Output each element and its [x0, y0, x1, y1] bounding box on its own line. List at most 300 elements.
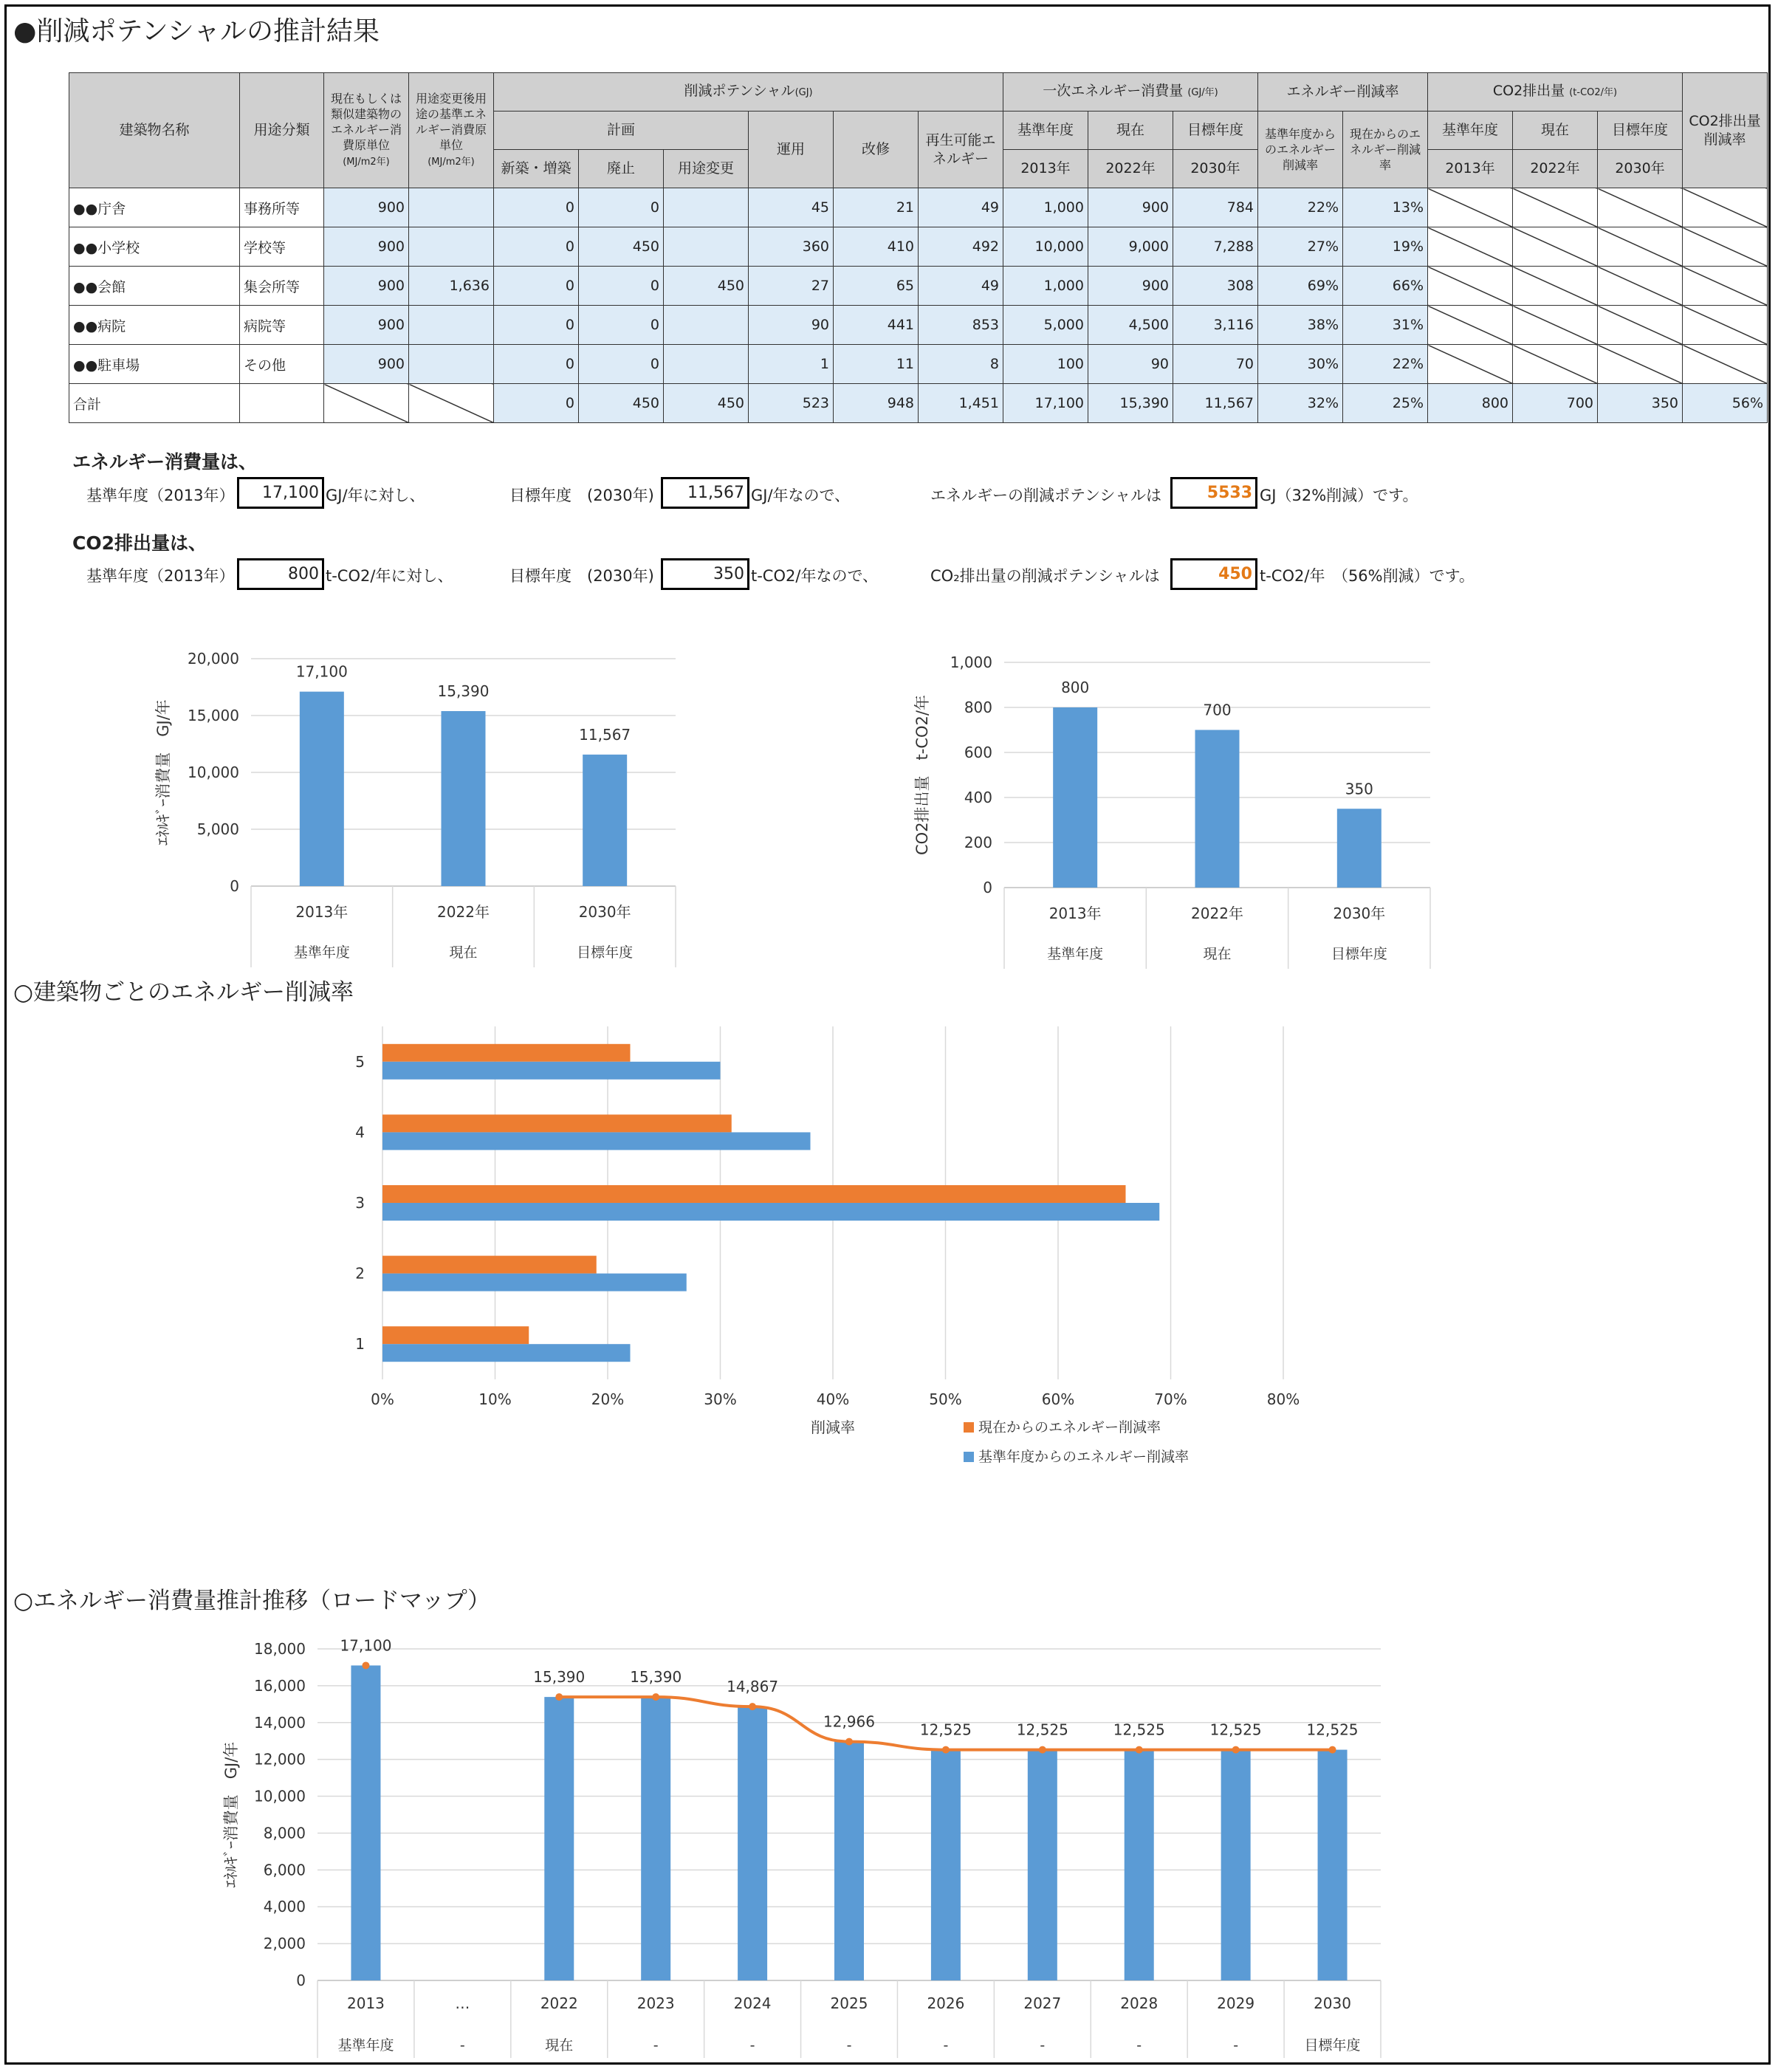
bar-base [382, 1274, 687, 1291]
y-tick-label: 4 [355, 1123, 365, 1142]
total-unit [324, 384, 409, 423]
cell-e2030: 70 [1173, 345, 1258, 384]
y-tick-label: 20,000 [188, 650, 239, 668]
bar [1195, 730, 1240, 888]
co2-base-label: 基準年度（2013年） [86, 567, 235, 585]
cell-co2-empty [1513, 345, 1598, 384]
total-new: 0 [494, 384, 579, 423]
bar [1028, 1750, 1057, 1980]
header-now: 現在 [1088, 112, 1173, 150]
cell-co2-empty [1683, 227, 1768, 267]
cell-e2030: 784 [1173, 188, 1258, 227]
data-label: 11,567 [579, 725, 631, 744]
total-e2022: 15,390 [1088, 384, 1173, 423]
data-label: 17,100 [295, 662, 348, 681]
co2-potential-label: CO₂排出量の削減ポテンシャルは [930, 567, 1160, 585]
cell-co2-empty [1513, 188, 1598, 227]
data-label: 12,525 [1306, 1721, 1359, 1739]
y-tick-label: 15,000 [188, 707, 239, 724]
cell-renewable: 8 [919, 345, 1003, 384]
cell-name: ●●病院 [69, 306, 240, 345]
x-sub-label: 基準年度 [1047, 946, 1104, 962]
bar [1318, 1750, 1348, 1980]
cell-co2-empty [1598, 188, 1683, 227]
cell-change [664, 306, 749, 345]
data-label: 14,867 [727, 1678, 779, 1696]
bar [1221, 1750, 1251, 1980]
cell-unit: 900 [324, 306, 409, 345]
co2-target-label: 目標年度 (2030年) [509, 567, 654, 585]
cell-co2-empty [1683, 345, 1768, 384]
bar [544, 1697, 574, 1980]
cell-operation: 45 [749, 188, 834, 227]
x-sub-label: 目標年度 [1331, 946, 1387, 962]
table-row [69, 227, 1768, 267]
y-tick-label: 0 [230, 877, 239, 895]
x-tick-label: 2022年 [437, 903, 490, 921]
co2-target-box: 350 [661, 558, 749, 590]
cell-use: 学校等 [240, 227, 324, 267]
header-rate-now: 現在からのエネルギー削減率 [1343, 112, 1428, 188]
cell-operation: 360 [749, 227, 834, 267]
x-sub-label: - [1233, 2037, 1239, 2054]
total-abolish: 450 [579, 384, 664, 423]
y-tick-label: 5 [355, 1052, 365, 1071]
data-label: 700 [1203, 701, 1232, 719]
y-tick-label: 2 [355, 1264, 365, 1283]
total-renovation: 948 [834, 384, 919, 423]
cell-unit2 [409, 188, 494, 227]
cell-co2-empty [1598, 227, 1683, 267]
header-rate-base: 基準年度からのエネルギー削減率 [1258, 112, 1343, 188]
cell-name: ●●庁舎 [69, 188, 240, 227]
x-tick-label: 2013年 [1048, 905, 1102, 922]
energy-bar-chart [140, 642, 701, 975]
header-plan: 計画 [494, 112, 749, 150]
cell-change [664, 345, 749, 384]
cell-new: 0 [494, 306, 579, 345]
table-row [69, 267, 1768, 306]
cell-rate-base: 22% [1258, 188, 1343, 227]
cell-co2-empty [1683, 306, 1768, 345]
bar-base [382, 1132, 811, 1150]
x-tick-label: 2013 [347, 1994, 385, 2012]
cell-abolish: 0 [579, 188, 664, 227]
bar-base [382, 1062, 721, 1080]
cell-rate-now: 31% [1343, 306, 1428, 345]
table-row [69, 306, 1768, 345]
cell-e2030: 3,116 [1173, 306, 1258, 345]
cell-rate-base: 38% [1258, 306, 1343, 345]
cell-operation: 90 [749, 306, 834, 345]
x-tick-label: 60% [1041, 1390, 1075, 1408]
potential-table [69, 72, 1768, 423]
cell-unit: 900 [324, 267, 409, 306]
page-title: ●削減ポテンシャルの推計結果 [13, 16, 380, 47]
y-axis-title: ｴﾈﾙｷﾞｰ消費量 GJ/年 [154, 699, 172, 845]
x-tick-label: 30% [704, 1390, 737, 1408]
cell-rate-base: 27% [1258, 227, 1343, 267]
bar [641, 1697, 670, 1980]
header-use: 用途分類 [240, 73, 324, 188]
line-marker [1232, 1746, 1240, 1754]
x-tick-label: 2022年 [1191, 905, 1243, 922]
bar [1337, 809, 1381, 888]
cell-renovation: 441 [834, 306, 919, 345]
total-unit2 [409, 384, 494, 423]
header-co2: CO2排出量 (t-CO2/年) [1428, 73, 1683, 112]
x-sub-label: - [1136, 2037, 1142, 2054]
cell-renovation: 65 [834, 267, 919, 306]
line-marker [942, 1746, 950, 1754]
bar [834, 1742, 864, 1980]
header-target: 目標年度 [1173, 112, 1258, 150]
x-sub-label: - [749, 2037, 755, 2054]
header-potential: 削減ポテンシャル(GJ) [494, 73, 1003, 112]
cell-name: ●●駐車場 [69, 345, 240, 384]
total-operation: 523 [749, 384, 834, 423]
y-axis-title: ｴﾈﾙｷﾞｰ消費量 GJ/年 [222, 1741, 240, 1888]
y-tick-label: 5,000 [196, 820, 239, 838]
total-use [240, 384, 324, 423]
total-rate-now: 25% [1343, 384, 1428, 423]
co2-summary-heading: CO2排出量は、 [72, 532, 207, 554]
cell-e2013: 100 [1003, 345, 1088, 384]
total-c2030: 350 [1598, 384, 1683, 423]
co2-potential-box: 450 [1170, 558, 1257, 590]
bar-base [382, 1344, 631, 1362]
cell-renovation: 11 [834, 345, 919, 384]
co2-potential-suffix: t-CO2/年 （56%削減）です。 [1260, 567, 1475, 585]
y-tick-label: 800 [964, 699, 992, 716]
cell-co2-empty [1513, 267, 1598, 306]
cell-rate-now: 22% [1343, 345, 1428, 384]
line-marker [652, 1693, 659, 1701]
cell-e2022: 90 [1088, 345, 1173, 384]
data-label: 12,525 [1113, 1721, 1165, 1739]
cell-co2-empty [1428, 227, 1513, 267]
energy-base-label: 基準年度（2013年） [86, 487, 235, 504]
cell-renewable: 49 [919, 188, 1003, 227]
cell-e2013: 1,000 [1003, 267, 1088, 306]
x-tick-label: 2022 [540, 1994, 578, 2012]
table-row [69, 345, 1768, 384]
data-label: 800 [1061, 679, 1090, 696]
x-tick-label: 2030年 [1333, 905, 1386, 922]
cell-e2022: 900 [1088, 267, 1173, 306]
bar-now [382, 1114, 732, 1132]
cell-new: 0 [494, 345, 579, 384]
data-label: 15,390 [437, 682, 490, 700]
bar [931, 1750, 961, 1980]
cell-new: 0 [494, 267, 579, 306]
header-co2-target: 目標年度 [1598, 112, 1683, 150]
header-primary: 一次エネルギー消費量 (GJ/年) [1003, 73, 1258, 112]
line-marker [1039, 1746, 1046, 1754]
cell-change [664, 188, 749, 227]
y-tick-label: 2,000 [263, 1935, 306, 1953]
cell-e2030: 7,288 [1173, 227, 1258, 267]
total-rate-base: 32% [1258, 384, 1343, 423]
x-tick-label: 50% [929, 1390, 962, 1408]
cell-operation: 1 [749, 345, 834, 384]
x-sub-label: 現在 [449, 944, 478, 961]
x-tick-label: 2023 [636, 1994, 675, 2012]
cell-co2-empty [1598, 306, 1683, 345]
y-tick-label: 14,000 [254, 1713, 306, 1732]
energy-base-suffix: GJ/年に対し、 [326, 487, 425, 504]
cell-name: ●●会館 [69, 267, 240, 306]
cell-renovation: 21 [834, 188, 919, 227]
bar [1125, 1750, 1154, 1980]
bar-base [382, 1203, 1159, 1221]
x-tick-label: 2027 [1023, 1994, 1062, 2012]
header-co2-y2013: 2013年 [1428, 150, 1513, 188]
cell-co2-empty [1513, 306, 1598, 345]
legend-label: 現在からのエネルギー削減率 [978, 1419, 1161, 1435]
cell-co2-empty [1513, 227, 1598, 267]
cell-co2-empty [1598, 345, 1683, 384]
x-sub-label: 基準年度 [337, 2037, 394, 2054]
y-tick-label: 400 [964, 789, 992, 806]
energy-target-box: 11,567 [661, 477, 749, 509]
x-tick-label: 2030 [1314, 1994, 1351, 2012]
total-c2013: 800 [1428, 384, 1513, 423]
co2-base-box: 800 [237, 558, 324, 590]
bar [738, 1706, 767, 1980]
data-label: 12,525 [919, 1721, 972, 1739]
bar-now [382, 1326, 529, 1344]
data-label: 12,966 [823, 1712, 875, 1731]
legend-label: 基準年度からのエネルギー削減率 [978, 1449, 1190, 1465]
x-tick-label: 2025 [830, 1994, 868, 2012]
y-tick-label: 4,000 [263, 1898, 306, 1916]
bar [583, 755, 627, 886]
cell-e2013: 1,000 [1003, 188, 1088, 227]
co2-bar-chart [908, 642, 1455, 975]
y-tick-label: 200 [964, 834, 992, 851]
cell-new: 0 [494, 188, 579, 227]
x-sub-label: 目標年度 [577, 944, 634, 961]
data-label: 12,525 [1209, 1721, 1262, 1739]
total-c2022: 700 [1513, 384, 1598, 423]
header-change: 用途変更 [664, 150, 749, 188]
energy-target-suffix: GJ/年なので、 [751, 487, 851, 504]
header-renovation: 改修 [834, 112, 919, 188]
cell-co2-empty [1428, 345, 1513, 384]
data-label: 15,390 [533, 1668, 586, 1687]
x-sub-label: - [943, 2037, 949, 2054]
cell-change: 450 [664, 267, 749, 306]
y-tick-label: 8,000 [263, 1824, 306, 1842]
legend-swatch [964, 1452, 974, 1462]
cell-unit2 [409, 306, 494, 345]
cell-renovation: 410 [834, 227, 919, 267]
y-tick-label: 3 [355, 1194, 365, 1212]
header-y2013: 2013年 [1003, 150, 1088, 188]
total-row [69, 384, 1768, 423]
cell-unit2 [409, 227, 494, 267]
header-co2-y2022: 2022年 [1513, 150, 1598, 188]
bar [300, 692, 344, 886]
cell-name: ●●小学校 [69, 227, 240, 267]
cell-use: 集会所等 [240, 267, 324, 306]
x-tick-label: … [455, 1994, 470, 2012]
y-tick-label: 0 [296, 1972, 306, 1989]
cell-co2-empty [1598, 267, 1683, 306]
x-axis-title: 削減率 [811, 1419, 855, 1436]
cell-e2013: 5,000 [1003, 306, 1088, 345]
x-tick-label: 10% [478, 1390, 512, 1408]
line-marker [362, 1661, 369, 1669]
total-label: 合計 [69, 384, 240, 423]
y-tick-label: 1,000 [950, 653, 992, 671]
cell-new: 0 [494, 227, 579, 267]
bar [351, 1665, 380, 1980]
cell-e2030: 308 [1173, 267, 1258, 306]
header-energy-rate: エネルギー削減率 [1258, 73, 1428, 112]
y-tick-label: 18,000 [254, 1640, 306, 1658]
cell-unit: 900 [324, 227, 409, 267]
cell-unit2 [409, 345, 494, 384]
y-tick-label: 12,000 [254, 1750, 306, 1769]
total-e2013: 17,100 [1003, 384, 1088, 423]
header-co2-base: 基準年度 [1428, 112, 1513, 150]
cell-abolish: 0 [579, 306, 664, 345]
x-sub-label: - [1040, 2037, 1046, 2054]
header-y2030: 2030年 [1173, 150, 1258, 188]
cell-co2-empty [1683, 188, 1768, 227]
line-marker [555, 1693, 563, 1701]
x-sub-label: - [459, 2037, 465, 2054]
y-tick-label: 0 [983, 879, 992, 896]
cell-rate-now: 66% [1343, 267, 1428, 306]
header-base: 基準年度 [1003, 112, 1088, 150]
x-sub-label: 現在 [1203, 946, 1232, 962]
x-tick-label: 2029 [1217, 1994, 1255, 2012]
y-tick-label: 10,000 [188, 764, 239, 781]
y-tick-label: 10,000 [254, 1787, 306, 1805]
y-tick-label: 6,000 [263, 1861, 306, 1879]
cell-abolish: 0 [579, 267, 664, 306]
cell-rate-now: 19% [1343, 227, 1428, 267]
total-e2030: 11,567 [1173, 384, 1258, 423]
x-tick-label: 0% [371, 1390, 394, 1408]
section-title-roadmap: ○エネルギー消費量推計推移（ロードマップ） [13, 1588, 491, 1614]
line-marker [1136, 1746, 1143, 1754]
header-co2-rate: CO2排出量削減率 [1683, 73, 1768, 188]
header-unit2: 用途変更後用途の基準エネルギー消費原単位 (MJ/m2年) [409, 73, 494, 188]
x-sub-label: 基準年度 [293, 944, 350, 961]
energy-base-box: 17,100 [237, 477, 324, 509]
x-tick-label: 2024 [733, 1994, 772, 2012]
cell-e2022: 4,500 [1088, 306, 1173, 345]
energy-potential-suffix: GJ（32%削減）です。 [1260, 487, 1418, 504]
line-marker [845, 1738, 853, 1746]
x-sub-label: - [653, 2037, 659, 2054]
data-label: 17,100 [340, 1636, 392, 1655]
energy-potential-label: エネルギーの削減ポテンシャルは [930, 487, 1162, 504]
cell-renewable: 49 [919, 267, 1003, 306]
x-tick-label: 2013年 [295, 903, 349, 921]
cell-unit: 900 [324, 345, 409, 384]
energy-summary-heading: エネルギー消費量は、 [72, 451, 258, 473]
x-tick-label: 80% [1266, 1390, 1300, 1408]
header-new: 新築・増築 [494, 150, 579, 188]
x-tick-label: 40% [816, 1390, 850, 1408]
line-marker [1329, 1746, 1336, 1754]
bar [442, 711, 486, 886]
bar-now [382, 1044, 631, 1062]
cell-renewable: 853 [919, 306, 1003, 345]
cell-e2022: 900 [1088, 188, 1173, 227]
total-renewable: 1,451 [919, 384, 1003, 423]
line-marker [749, 1703, 756, 1710]
cell-change [664, 227, 749, 267]
rate-hbar-chart [310, 1026, 1418, 1499]
bar-now [382, 1256, 597, 1274]
energy-target-label: 目標年度 (2030年) [509, 487, 654, 504]
header-co2-now: 現在 [1513, 112, 1598, 150]
co2-target-suffix: t-CO2/年なので、 [751, 567, 879, 585]
cell-co2-empty [1428, 306, 1513, 345]
cell-operation: 27 [749, 267, 834, 306]
cell-use: 病院等 [240, 306, 324, 345]
x-tick-label: 70% [1154, 1390, 1187, 1408]
cell-use: 事務所等 [240, 188, 324, 227]
cell-abolish: 450 [579, 227, 664, 267]
energy-potential-box: 5533 [1170, 477, 1257, 509]
cell-use: その他 [240, 345, 324, 384]
x-sub-label: 目標年度 [1304, 2037, 1361, 2054]
y-tick-label: 600 [964, 744, 992, 761]
x-sub-label: 現在 [545, 2037, 574, 2054]
co2-base-suffix: t-CO2/年に対し、 [326, 567, 453, 585]
header-unit: 現在もしくは類似建築物のエネルギー消費原単位 (MJ/m2年) [324, 73, 409, 188]
header-co2-y2030: 2030年 [1598, 150, 1683, 188]
cell-rate-base: 30% [1258, 345, 1343, 384]
cell-abolish: 0 [579, 345, 664, 384]
header-name: 建築物名称 [69, 73, 240, 188]
cell-co2-empty [1683, 267, 1768, 306]
header-abolish: 廃止 [579, 150, 664, 188]
section-title-rate: ○建築物ごとのエネルギー削減率 [13, 979, 354, 1006]
y-tick-label: 16,000 [254, 1676, 306, 1695]
y-tick-label: 1 [355, 1335, 365, 1354]
cell-renewable: 492 [919, 227, 1003, 267]
bar [1053, 707, 1097, 888]
roadmap-chart [207, 1625, 1403, 2060]
x-tick-label: 2028 [1120, 1994, 1159, 2012]
table-row [69, 188, 1768, 227]
y-axis-title: CO2排出量 t-CO2/年 [913, 695, 931, 855]
cell-e2013: 10,000 [1003, 227, 1088, 267]
data-label: 350 [1345, 780, 1373, 798]
header-y2022: 2022年 [1088, 150, 1173, 188]
x-tick-label: 2026 [927, 1994, 965, 2012]
cell-co2-empty [1428, 267, 1513, 306]
total-co2-rate: 56% [1683, 384, 1768, 423]
data-label: 15,390 [630, 1668, 682, 1687]
total-change: 450 [664, 384, 749, 423]
data-label: 12,525 [1016, 1721, 1068, 1739]
x-tick-label: 2030年 [578, 903, 631, 921]
bar-now [382, 1185, 1126, 1203]
cell-unit2: 1,636 [409, 267, 494, 306]
cell-e2022: 9,000 [1088, 227, 1173, 267]
legend-swatch [964, 1422, 974, 1433]
cell-rate-base: 69% [1258, 267, 1343, 306]
